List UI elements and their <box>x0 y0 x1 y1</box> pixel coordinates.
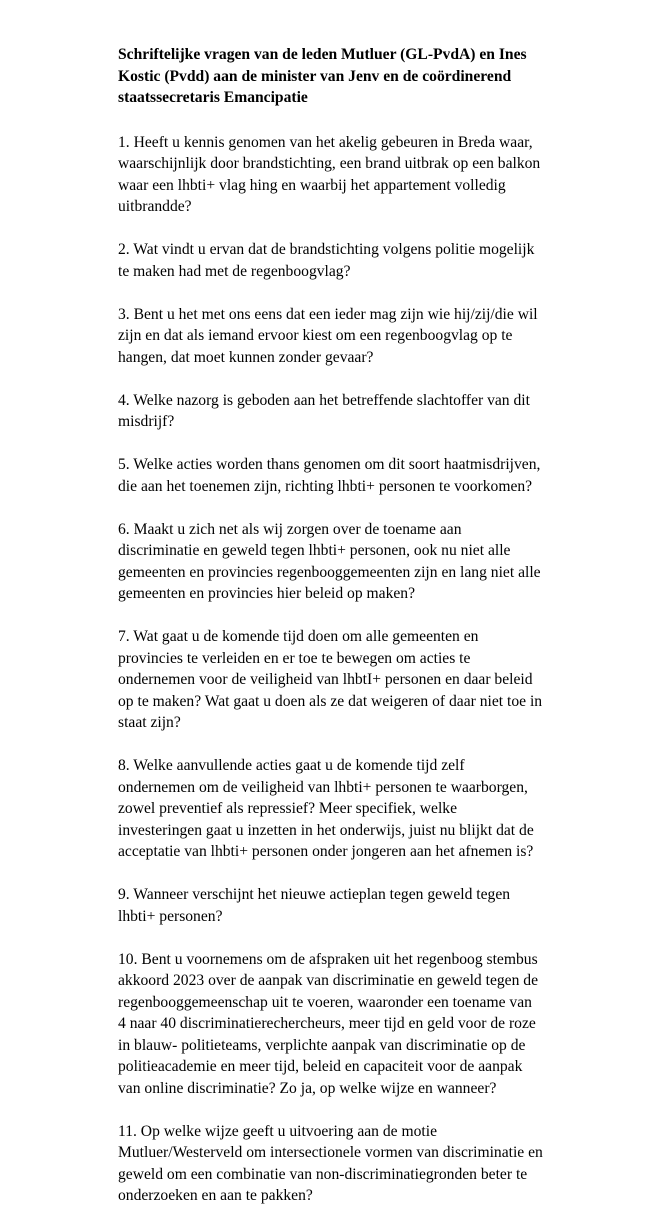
document-body <box>118 44 543 1228</box>
question-2: 2. Wat vindt u ervan dat de brandstichting volgens politie mogelijk te maken had met de regenboogvlag? <box>118 241 535 280</box>
question-3: 3. Bent u het met ons eens dat een ieder mag zijn wie hij/zij/die wil zijn en dat als iemand ervoor kiest om een regenboogvlag op te hangen, dat moet kunnen zonder gevaar? <box>118 305 538 366</box>
question-8: 8. Welke aanvullende acties gaat u de komende tijd zelf ondernemen om de veiligheid van lhbti+ personen te waarborgen, zowel preventief als repressief? Meer specifiek, welke investeringen gaat u inzetten in het onderwijs, juist nu blijkt dat de acceptatie van lhbti+ personen onder jongeren aan het afnemen is? <box>118 757 534 860</box>
question-4: 4. Welke nazorg is geboden aan het betreffende slachtoffer van dit misdrijf? <box>118 391 530 430</box>
question-9: 9. Wanneer verschijnt het nieuwe actieplan tegen geweld tegen lhbti+ personen? <box>118 886 511 925</box>
document-title: Schriftelijke vragen van de leden Mutluer (GL-PvdA) en Ines Kostic (Pvdd) aan de minister van Jenv en de coördinerend staatssecretaris Emancipatie <box>118 46 527 106</box>
question-11: 11. Op welke wijze geeft u uitvoering aan de motie Mutluer/Westerveld om intersectionele vormen van discriminatie en geweld om een combinatie van non-discriminatiegronden beter te onderzoeken en aan te pakken? <box>118 1122 543 1204</box>
question-5: 5. Welke acties worden thans genomen om dit soort haatmisdrijven, die aan het toenemen zijn, richting lhbti+ personen te voorkomen? <box>118 456 541 495</box>
question-7: 7. Wat gaat u de komende tijd doen om alle gemeenten en provincies te verleiden en er toe te bewegen om acties te ondernemen voor de veiligheid van lhbtI+ personen en daar beleid op te maken? Wat gaat u doen als ze dat weigeren of daar niet toe in staat zijn? <box>118 628 543 731</box>
question-10: 10. Bent u voornemens om de afspraken uit het regenboog stembus akkoord 2023 over de aanpak van discriminatie en geweld tegen de regenbooggemeenschap uit te voeren, waaronder een toename van 4 naar 40 discriminatierechercheurs, meer tijd en geld voor de roze in blauw- politieteams, verplichte aanpak van discriminatie op de politieacademie en meer tijd, beleid en capaciteit voor de aanpak van online discriminatie? Zo ja, op welke wijze en wanneer? <box>118 950 539 1097</box>
question-1: 1. Heeft u kennis genomen van het akelig gebeuren in Breda waar, waarschijnlijk door brandstichting, een brand uitbrak op een balkon waar een lhbti+ vlag hing en waarbij het appartement volledig uitbrandde? <box>118 133 541 215</box>
question-6: 6. Maakt u zich net als wij zorgen over de toename aan discriminatie en geweld tegen lhbti+ personen, ook nu niet alle gemeenten en provincies regenbooggemeenten zijn en lang niet alle gemeenten en provincies hier beleid op maken? <box>118 520 541 602</box>
